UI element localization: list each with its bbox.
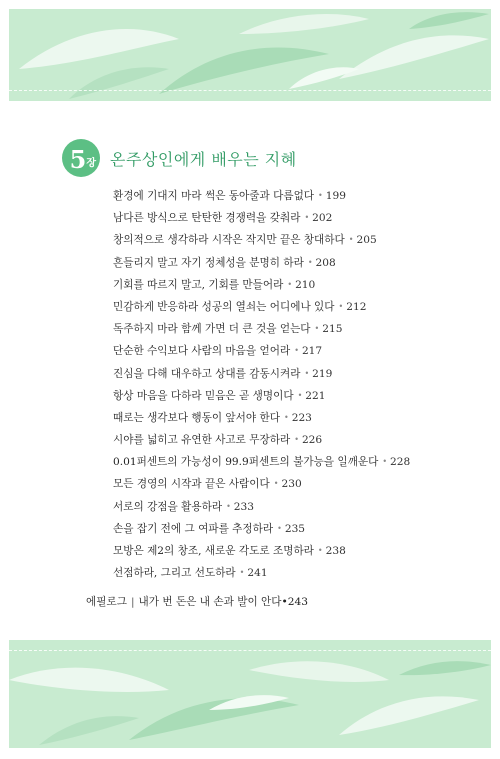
bullet-separator: • bbox=[317, 546, 323, 555]
toc-item[interactable] bbox=[113, 229, 410, 251]
toc-item-title: 기회를 따르지 말고, 기회를 만들어라 bbox=[113, 278, 284, 291]
bullet-separator: • bbox=[318, 191, 323, 200]
epilogue-label: 에필로그 bbox=[86, 596, 127, 608]
toc-list bbox=[113, 185, 410, 584]
chapter-unit: 장 bbox=[86, 158, 96, 169]
toc-item-title: 항상 마음을 다하라 믿음은 곧 생명이다 bbox=[113, 389, 294, 402]
toc-item-page: 212 bbox=[346, 300, 367, 313]
toc-item[interactable] bbox=[113, 429, 410, 451]
bottom-leaf-banner bbox=[9, 640, 491, 748]
toc-item-page: 230 bbox=[281, 478, 302, 491]
toc-item[interactable] bbox=[113, 340, 410, 362]
toc-item-page: 202 bbox=[312, 212, 333, 225]
toc-item-page: 215 bbox=[322, 323, 343, 336]
bullet-separator: • bbox=[294, 346, 299, 356]
toc-item[interactable] bbox=[113, 363, 410, 385]
top-leaf-banner bbox=[9, 9, 491, 101]
toc-item-title: 독주하지 마라 함께 가면 더 큰 것을 얻는다 bbox=[113, 323, 311, 336]
toc-item[interactable] bbox=[113, 540, 410, 562]
toc-item-page: 238 bbox=[325, 545, 346, 557]
toc-item[interactable] bbox=[113, 296, 410, 318]
toc-item-title: 민감하게 반응하라 성공의 열쇠는 어디에나 있다 bbox=[113, 300, 335, 313]
toc-item[interactable] bbox=[113, 473, 410, 495]
toc-item[interactable] bbox=[113, 451, 410, 473]
epilogue-divider: | bbox=[130, 596, 135, 608]
toc-item-page: 228 bbox=[390, 456, 411, 469]
stitch-line bbox=[9, 90, 491, 91]
bullet-separator: • bbox=[314, 324, 320, 334]
toc-item-title: 시야를 넓히고 유연한 사고로 무장하라 bbox=[113, 434, 291, 447]
bullet-separator: • bbox=[297, 390, 303, 400]
chapter-number: 5 bbox=[69, 145, 87, 174]
toc-item-page: 223 bbox=[291, 411, 312, 424]
toc-item[interactable] bbox=[113, 252, 410, 274]
toc-item-page: 233 bbox=[233, 500, 255, 513]
toc-item-title: 흔들리지 말고 자기 정체성을 분명히 하라 bbox=[113, 256, 304, 269]
toc-item-title: 진심을 다해 대우하고 상대를 감동시켜라 bbox=[113, 367, 301, 380]
toc-item-title: 모든 경영의 시작과 끝은 사람이다 bbox=[113, 478, 270, 491]
toc-item-page: 210 bbox=[295, 278, 316, 291]
toc-item-page: 235 bbox=[284, 522, 306, 535]
bullet-separator: • bbox=[226, 501, 231, 511]
toc-item-page: 205 bbox=[356, 234, 377, 247]
epilogue-page: 243 bbox=[287, 596, 309, 608]
toc-item-title: 남다른 방식으로 탄탄한 경쟁력을 갖춰라 bbox=[113, 212, 301, 225]
bullet-separator: • bbox=[281, 596, 288, 608]
stitch-line bbox=[9, 650, 491, 651]
toc-item[interactable] bbox=[113, 496, 410, 518]
chapter-title: 온주상인에게 배우는 지혜 bbox=[110, 149, 297, 169]
toc-item[interactable] bbox=[113, 318, 410, 340]
epilogue-title: 내가 번 돈은 내 손과 발이 안다 bbox=[138, 596, 282, 608]
bullet-separator: • bbox=[382, 457, 388, 467]
bullet-separator: • bbox=[307, 257, 313, 267]
toc-item-page: 221 bbox=[305, 389, 326, 402]
bullet-separator: • bbox=[287, 279, 293, 289]
toc-item[interactable] bbox=[113, 562, 410, 584]
toc-item-title: 단순한 수익보다 사람의 마음을 얻어라 bbox=[113, 345, 291, 358]
bullet-separator: • bbox=[304, 213, 310, 223]
toc-item-title: 모방은 제2의 창조, 새로운 각도로 조명하라 bbox=[113, 545, 314, 557]
chapter-badge bbox=[62, 139, 100, 177]
toc-item-page: 219 bbox=[312, 367, 333, 380]
toc-item[interactable] bbox=[113, 518, 410, 540]
chapter-heading bbox=[62, 139, 297, 177]
toc-item-page: 208 bbox=[315, 256, 336, 269]
toc-item-title: 환경에 기대지 마라 썩은 동아줄과 다름없다 bbox=[113, 190, 315, 202]
bullet-separator: • bbox=[294, 435, 299, 445]
epilogue-entry[interactable] bbox=[86, 594, 308, 609]
toc-item-title: 선점하라, 그리고 선도하라 bbox=[113, 567, 236, 580]
toc-item-title: 서로의 강점을 활용하라 bbox=[113, 500, 223, 513]
bullet-separator: • bbox=[338, 301, 344, 311]
toc-item-page: 241 bbox=[247, 567, 268, 580]
bullet-separator: • bbox=[277, 523, 282, 533]
toc-item[interactable] bbox=[113, 185, 410, 207]
toc-item-title: 때로는 생각보다 행동이 앞서야 한다 bbox=[113, 411, 280, 424]
toc-item-page: 217 bbox=[301, 345, 323, 358]
toc-item[interactable] bbox=[113, 207, 410, 229]
leaf-pattern-bottom bbox=[9, 640, 491, 748]
leaf-pattern-top bbox=[9, 9, 491, 101]
toc-item[interactable] bbox=[113, 385, 410, 407]
toc-item[interactable] bbox=[113, 274, 410, 296]
bullet-separator: • bbox=[273, 479, 279, 489]
bullet-separator: • bbox=[283, 412, 289, 422]
toc-item-page: 226 bbox=[301, 434, 323, 447]
toc-item-title: 창의적으로 생각하라 시작은 작지만 끝은 창대하다 bbox=[113, 234, 345, 247]
bullet-separator: • bbox=[239, 568, 245, 578]
bullet-separator: • bbox=[304, 368, 310, 378]
toc-item[interactable] bbox=[113, 407, 410, 429]
toc-item-title: 0.01퍼센트의 가능성이 99.9퍼센트의 불가능을 일깨운다 bbox=[113, 456, 379, 469]
toc-item-title: 손을 잡기 전에 그 여파를 추정하라 bbox=[113, 522, 274, 535]
bullet-separator: • bbox=[348, 235, 354, 245]
toc-item-page: 199 bbox=[325, 190, 346, 202]
